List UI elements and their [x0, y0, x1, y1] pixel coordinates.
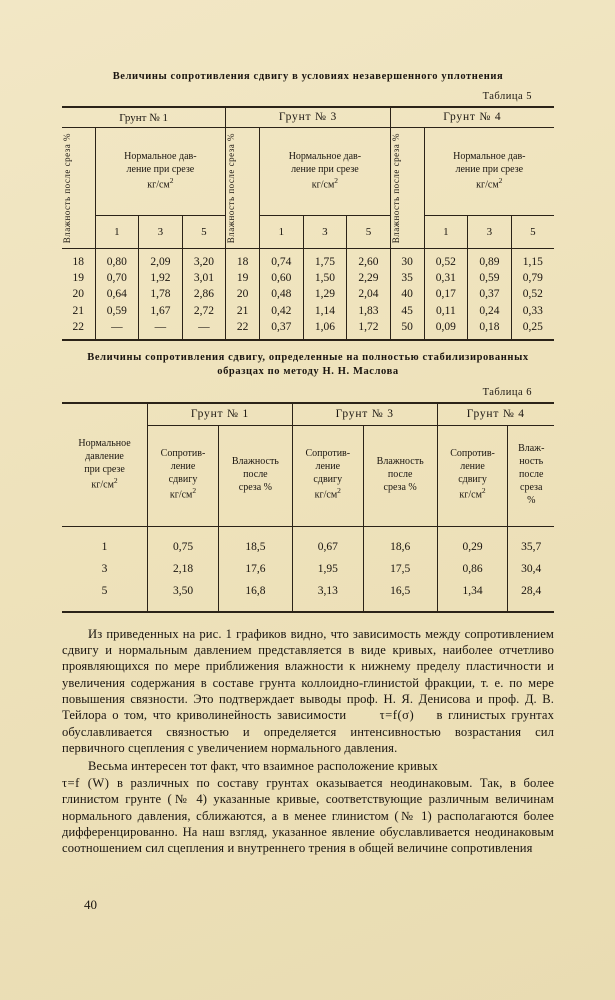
- table6-subhead-moist-1: [218, 425, 292, 526]
- cell: 0,09: [424, 319, 468, 335]
- paragraph-1-cont: в глинистых грунтах обуславливается связностью и определяется интенсивностью возрастания сил первичного сцепления с увеличением нормального давления.: [62, 708, 554, 756]
- sub-line3: среза %: [383, 482, 417, 494]
- cell: 0,31: [424, 270, 468, 286]
- pressure-head-line2: ление при срезе: [291, 163, 359, 175]
- first-col-line3: при срезе: [84, 464, 125, 476]
- table-row: [62, 303, 554, 319]
- table5-sub-1: 1: [95, 216, 139, 249]
- sub-line1: Влаж-: [518, 443, 545, 455]
- table-row: [62, 536, 554, 558]
- cell: 1,78: [139, 286, 183, 302]
- table5-group-2: Грунт № 3: [278, 111, 338, 124]
- cell: 0,17: [424, 286, 468, 302]
- table6-caption-line2: образцах по методу Н. Н. Маслова: [217, 366, 399, 378]
- sub-line4: кг/см: [459, 489, 482, 501]
- cell: 18,5: [218, 536, 292, 558]
- table5-sub-5: 5: [511, 216, 554, 249]
- cell: 0,42: [260, 303, 304, 319]
- table6-spacer: [62, 602, 554, 612]
- table5-spacer: [62, 335, 554, 340]
- table-row: [62, 286, 554, 302]
- cell: 0,52: [511, 286, 554, 302]
- table5-sub-1: 1: [260, 216, 304, 249]
- pressure-head-units: кг/см: [311, 179, 335, 191]
- cell: 2,86: [182, 286, 226, 302]
- table6-label: Таблица 6: [482, 386, 532, 398]
- table5-sub-3: 3: [468, 216, 512, 249]
- cell: 3: [62, 558, 148, 580]
- cell: 20: [226, 286, 260, 302]
- pressure-head-line1: Нормальное дав-: [288, 151, 362, 163]
- page-content: [62, 70, 554, 857]
- table5-body: [62, 249, 554, 340]
- first-col-line4: кг/см: [91, 479, 114, 491]
- pressure-head-units: кг/см: [476, 179, 499, 191]
- sub-sup: 2: [481, 486, 486, 496]
- cell: 0,64: [95, 286, 139, 302]
- table6-subhead-resist-1: [148, 425, 219, 526]
- cell: 19: [62, 270, 95, 286]
- pressure-head-sup: 2: [169, 176, 174, 186]
- table5-label: Таблица 5: [482, 91, 532, 103]
- cell: 0,59: [95, 303, 139, 319]
- table6-caption-line1: Величины сопротивления сдвигу, определенные на полностью стабилизированных: [87, 352, 529, 364]
- table5-sub-3: 3: [303, 216, 347, 249]
- table5-subnum-row: [62, 216, 554, 249]
- first-col-sup: 2: [113, 476, 118, 486]
- table-row: [62, 580, 554, 602]
- cell: 0,52: [424, 253, 468, 269]
- table-row: [62, 270, 554, 286]
- cell: 0,37: [468, 286, 512, 302]
- cell: 0,33: [511, 303, 554, 319]
- cell: 17,5: [363, 558, 437, 580]
- cell: 5: [62, 580, 148, 602]
- cell: —: [182, 319, 226, 335]
- table6-spacer: [62, 526, 554, 536]
- formula-2: τ=f (W): [62, 775, 110, 790]
- cell: 1,72: [347, 319, 391, 335]
- cell: 30,4: [508, 558, 554, 580]
- table6-subhead-moist-3: [508, 425, 554, 526]
- page-number: 40: [84, 897, 97, 912]
- table5-head: [62, 107, 554, 249]
- cell: 1,29: [303, 286, 347, 302]
- table6-group-row: [62, 403, 554, 426]
- first-col-line1: Нормальное: [78, 438, 131, 450]
- table5-subhead-row: [62, 128, 554, 216]
- sub-line2: ление: [460, 461, 485, 473]
- table6-first-col-header: [62, 403, 148, 527]
- cell: 22: [226, 319, 260, 335]
- cell: 18,6: [363, 536, 437, 558]
- cell: 18: [226, 253, 260, 269]
- cell: 3,20: [182, 253, 226, 269]
- table5-sub-3: 3: [139, 216, 183, 249]
- cell: 22: [62, 319, 95, 335]
- paragraph-2-text: в различных по составу грунтах оказывается неодинаковым. Так, в более глинистом грунте (№ 4) указанные кривые, соответствующие различным величинам нормального давления, сближаются, а в менее глинистом (№ 1) располагаются более дифференцированно. На наш взгляд, указанное явление обуславливается неодинаковым соотношением сил сцепления и внутреннего трения в общей величине сопротивления: [62, 775, 555, 856]
- pressure-head-sup: 2: [334, 176, 339, 186]
- sub-line4: среза: [520, 482, 543, 494]
- sub-sup: 2: [192, 486, 197, 496]
- cell: 3,50: [148, 580, 219, 602]
- sub-line2: после: [387, 469, 413, 481]
- cell: 0,59: [468, 270, 512, 286]
- table6-body: [62, 526, 554, 612]
- cell: 1,14: [303, 303, 347, 319]
- cell: —: [139, 319, 183, 335]
- cell: 0,37: [260, 319, 304, 335]
- cell: 1,83: [347, 303, 391, 319]
- cell: 1,92: [139, 270, 183, 286]
- cell: 21: [226, 303, 260, 319]
- table-5: [62, 106, 554, 341]
- table5-sub-5: 5: [347, 216, 391, 249]
- cell: 0,24: [468, 303, 512, 319]
- cell: 2,29: [347, 270, 391, 286]
- pressure-head-line1: Нормальное дав-: [453, 151, 526, 163]
- table5-group-3: Грунт № 4: [443, 111, 502, 124]
- table6-subhead-resist-2: [292, 425, 363, 526]
- sub-line3: сдвигу: [313, 474, 343, 486]
- sub-line1: Сопротив-: [450, 448, 495, 460]
- cell: 0,75: [148, 536, 219, 558]
- cell: 1,95: [292, 558, 363, 580]
- table6-group-3: Грунт № 4: [437, 403, 554, 426]
- table-row: [62, 319, 554, 335]
- table5-sub-1: 1: [424, 216, 468, 249]
- paragraph-2-lead: Весьма интересен тот факт, что взаимное расположение кривых: [88, 759, 438, 774]
- cell: 1,34: [437, 580, 508, 602]
- cell: 19: [226, 270, 260, 286]
- sub-line1: Влажность: [376, 456, 424, 468]
- cell: 0,70: [95, 270, 139, 286]
- cell: 30: [390, 253, 424, 269]
- cell: 35,7: [508, 536, 554, 558]
- table5-moisture-header-2: Влажность после среза %: [226, 133, 237, 244]
- paragraph-1: [62, 626, 554, 757]
- pressure-head-units: кг/см: [147, 179, 170, 191]
- formula-1: τ=f(σ): [379, 708, 415, 723]
- cell: 0,60: [260, 270, 304, 286]
- table6-head: [62, 403, 554, 527]
- table5-caption: Величины сопротивления сдвигу в условиях незавершенного уплотнения: [112, 71, 504, 82]
- cell: 45: [390, 303, 424, 319]
- cell: 0,25: [511, 319, 554, 335]
- cell: 1,06: [303, 319, 347, 335]
- table6-group-1: Грунт № 1: [148, 403, 293, 426]
- cell: 0,89: [468, 253, 512, 269]
- cell: 0,86: [437, 558, 508, 580]
- sub-line2: ление: [170, 461, 196, 473]
- table5-pressure-header-2: [260, 128, 391, 216]
- cell: 1,15: [511, 253, 554, 269]
- cell: 2,09: [139, 253, 183, 269]
- paragraph-1-text: Из приведенных на рис. 1 графиков видно, что зависимость между сопротивлением сдвигу и нормальным давлением представляется в виде кривых, наиболее отчетливо проявляющихся по мере приближения влажности к нижнему пределу пластичности и увеличения содержания в составе грунта коллоидно-глинистой фракции, т. е. по мере повышения связности. Это подтверждает выводы проф. Н. Я. Денисова и проф. Д. В. Тейлора о том, что криволинейность зависимости: [62, 626, 554, 723]
- cell: 0,29: [437, 536, 508, 558]
- cell: 1: [62, 536, 148, 558]
- cell: 16,8: [218, 580, 292, 602]
- table6-caption: [62, 351, 554, 379]
- table5-moisture-header-3: Влажность после среза %: [390, 133, 401, 244]
- first-col-line2: давление: [85, 451, 124, 463]
- cell: 50: [390, 319, 424, 335]
- table-6: [62, 402, 554, 613]
- table6-subhead-resist-3: [437, 425, 508, 526]
- cell: 16,5: [363, 580, 437, 602]
- cell: 0,11: [424, 303, 468, 319]
- cell: 20: [62, 286, 95, 302]
- cell: 2,04: [347, 286, 391, 302]
- pressure-head-sup: 2: [498, 176, 503, 186]
- cell: 2,72: [182, 303, 226, 319]
- cell: 2,60: [347, 253, 391, 269]
- table5-group-1: Грунт № 1: [119, 111, 168, 124]
- cell: —: [95, 319, 139, 335]
- cell: 1,50: [303, 270, 347, 286]
- sub-line3: сдвигу: [168, 474, 198, 486]
- pressure-head-line2: ление при срезе: [126, 163, 195, 175]
- table5-pressure-header-3: [424, 128, 554, 216]
- sub-line1: Сопротив-: [305, 448, 351, 460]
- cell: 40: [390, 286, 424, 302]
- pressure-head-line1: Нормальное дав-: [124, 151, 197, 163]
- cell: 28,4: [508, 580, 554, 602]
- sub-line1: Влажность: [231, 456, 279, 468]
- cell: 0,67: [292, 536, 363, 558]
- sub-line3: сдвигу: [458, 474, 487, 486]
- sub-line2: после: [243, 469, 268, 481]
- sub-sup: 2: [337, 486, 341, 496]
- table6-group-2: Грунт № 3: [292, 403, 437, 426]
- cell: 0,74: [260, 253, 304, 269]
- cell: 3,01: [182, 270, 226, 286]
- table5-pressure-header-1: [95, 128, 226, 216]
- cell: 17,6: [218, 558, 292, 580]
- table-row: [62, 558, 554, 580]
- cell: 1,67: [139, 303, 183, 319]
- cell: 35: [390, 270, 424, 286]
- cell: 0,48: [260, 286, 304, 302]
- table5-group-row: [62, 107, 554, 128]
- sub-line2: ность: [519, 456, 544, 468]
- sub-line3: среза %: [238, 482, 272, 494]
- cell: 3,13: [292, 580, 363, 602]
- body-text: [62, 626, 554, 857]
- sub-line2: ление: [315, 461, 341, 473]
- sub-line5: %: [527, 495, 536, 507]
- cell: 0,79: [511, 270, 554, 286]
- cell: 0,80: [95, 253, 139, 269]
- sub-line4: кг/см: [169, 489, 193, 501]
- sub-line4: кг/см: [314, 489, 338, 501]
- cell: 2,18: [148, 558, 219, 580]
- cell: 0,18: [468, 319, 512, 335]
- sub-line1: Сопротив-: [160, 448, 206, 460]
- table-row: [62, 253, 554, 269]
- cell: 18: [62, 253, 95, 269]
- sub-line3: после: [519, 469, 544, 481]
- table5-moisture-header-1: Влажность после среза %: [62, 133, 72, 244]
- paragraph-2: [62, 758, 554, 856]
- pressure-head-line2: ление при срезе: [455, 163, 524, 175]
- cell: 1,75: [303, 253, 347, 269]
- table6-subhead-moist-2: [363, 425, 437, 526]
- cell: 21: [62, 303, 95, 319]
- table5-sub-5: 5: [182, 216, 226, 249]
